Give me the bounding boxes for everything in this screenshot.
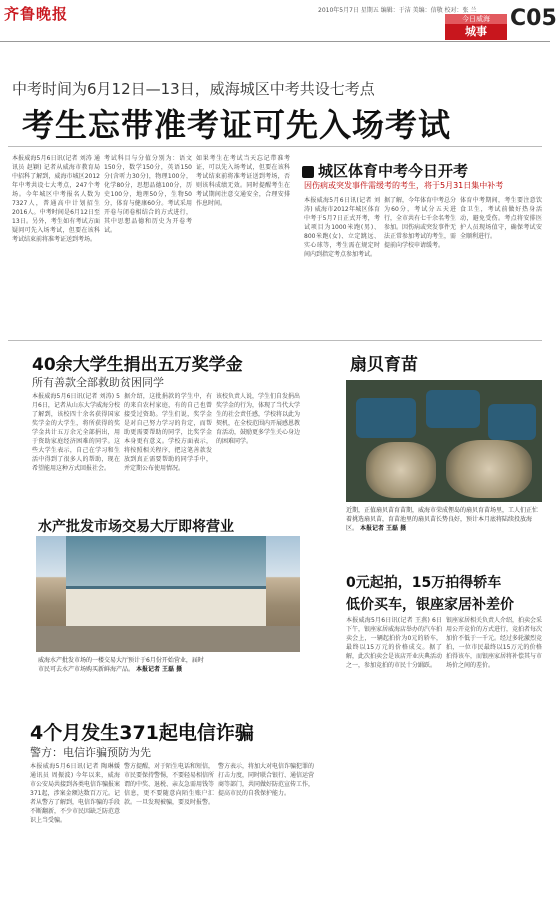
market-building-photo (36, 536, 300, 652)
scallop-pile (366, 442, 436, 498)
lead-body-col-2: 考试科目与分值分别为：语文150分，数学150分，英语150分(含听力30分)，物理100分，化学80分，思想品德100分，历史100分，地理50分，生物50分，体育与健康60分。考试采用开卷与闭卷相结合的方式进行，其中思想品德和历史为开卷考试。 (104, 155, 192, 234)
lead-deck: 中考时间为6月12日—13日，威海城区中考共设七考点 (12, 80, 375, 98)
scholarship-body-col-2: 据介绍，这批捐款的学生中，有的来自农村家庭，有的自己也曾接受过资助。学生们说，奖学金是对自己努力学习的肯定，而帮助更需要帮助的同学，比奖学金本身更有意义。学校方面表示，将按照相关程序，把这笔善款发放到真正需要帮助的同学手中，并定期公布使用情况。 (124, 393, 212, 472)
newspaper-logo: 齐鲁晚报 (4, 5, 69, 23)
fraud-body-col-2: 警方提醒，对于陌生电话和短信，市民要保持警惕，不要轻易相信所谓的中奖、退税、亲友急需用钱等信息，更不要随意向陌生账户汇款。一旦发现被骗，要及时报警。 (124, 763, 215, 806)
scallop-caption (346, 506, 542, 533)
sports-body-col-3: 体育中考期间，考生要注意饮食卫生，考试前做好热身活动，避免受伤。考点将安排医护人员现场值守，确保考试安全顺利进行。 (460, 197, 542, 240)
section-badge (445, 14, 507, 40)
scallop-title: 扇贝育苗 (350, 355, 418, 375)
divider (8, 340, 542, 341)
divider (8, 146, 542, 147)
auction-body-col-2: 银座家居相关负责人介绍，拍卖会采用公开竞价的方式进行，竞拍者每次加价不低于一千元。经过多轮激烈竞拍，一位市民最终以15万元的价格拍得该车，而银座家居将补偿其与市场价之间的差价。 (446, 617, 543, 669)
page-number: C05 (510, 6, 557, 31)
scallop-byline: 本报记者 王磊 摄 (359, 525, 407, 532)
basket (488, 404, 536, 440)
scholarship-body-col-1: 本报威海5月6日讯(记者 刘涛) 5月6日，记者从山东大学威海分校了解到，该校四十余名获得国家奖学金的大学生，将所获得的奖学金共计五万余元全部捐出，用于资助家庭经济困难的同学。这些大学生表示，自己在学习和生活中得到了很多人的帮助，现在希望能用这种方式回报社会。 (32, 393, 120, 472)
auction-title: 0元起拍，15万拍得轿车 (346, 575, 502, 591)
lead-headline: 考生忘带准考证可先入场考试 (22, 106, 452, 144)
scholarship-title: 40余大学生捐出五万奖学金 (32, 355, 243, 375)
scallop-farm-photo (346, 380, 542, 502)
fraud-body-col-1: 本报威海5月6日讯(记者 陶琳媛 通讯员 周振波) 今年以来，威海市公安局共接到各类电信诈骗报案371起，涉案金额达数百万元。记者从警方了解到，电信诈骗的手段不断翻新，不少市民因缺乏防范意识上当受骗。 (30, 763, 121, 824)
section-top-label: 今日威海 (445, 14, 507, 24)
sports-body-col-2: 据了解，今年体育中考总分为60分，考试分五天进行，全市共有七千余名考生参加。因伤病或突发事件无法正常参加考试的考生，需提前向学校申请缓考。 (384, 197, 457, 249)
scallop-caption-text: 近期，正值扇贝苗育苗期，威海市荣成俚岛的扇贝育苗场里，工人们正忙着挑选扇贝苗，育苗池里的扇贝苗长势良好，预计本月底将陆续投放海区。 (346, 507, 539, 532)
fraud-title: 4个月发生371起电信诈骗 (30, 722, 254, 744)
masthead (0, 0, 557, 42)
scholarship-deck: 所有善款全部救助贫困同学 (32, 376, 164, 389)
fraud-body-col-3: 警方表示，将加大对电信诈骗犯罪的打击力度，同时联合银行、通信运营商等部门，共同做好防范宣传工作，提高市民的自我保护能力。 (218, 763, 315, 797)
sports-deck: 因伤病或突发事件需缓考的考生，将于5月31日集中补考 (304, 181, 504, 190)
market-ground (36, 626, 300, 652)
auction-body-col-1: 本报威海5月6日讯(记者 王燕) 6日下午，银座家居威海店举办的汽车拍卖会上，一辆起拍价为0元的轿车，最终以15万元的价格成交。据了解，此次拍卖会是该店开业庆典活动之一，参加竞拍的市民十分踊跃。 (346, 617, 443, 669)
fraud-deck: 警方：电信诈骗预防为先 (30, 746, 151, 759)
date-meta: 2010年5月7日 星期五 编辑：于洁 美编：信敬 校对：张 兰 (318, 7, 477, 14)
auction-subtitle: 低价买车，银座家居补差价 (346, 597, 514, 613)
section-label: 城事 (465, 25, 487, 38)
market-roof (66, 536, 266, 586)
scallop-pile (446, 440, 532, 498)
lead-body-col-3: 如果考生在考试当天忘记带准考证，可以先入场考试，但要在该科考试结束前将准考证送到考场，否则该科成绩无效。同时提醒考生在考试期间注意交通安全，合理安排作息时间。 (196, 155, 290, 207)
basket (356, 398, 416, 438)
market-caption-text: 威海水产批发市场的一楼交易大厅预计于6月份开始营业，届时市民可去水产市场购买新鲜海产品。 (38, 657, 204, 673)
market-wall (66, 586, 266, 626)
sports-title (302, 160, 468, 181)
scholarship-body-col-3: 该校负责人说，学生们自发捐出奖学金的行为，体现了当代大学生的社会责任感，学校将以此为契机，在全校范围内开展感恩教育活动，鼓励更多学生关心身边的困难同学。 (216, 393, 301, 445)
sports-body-col-1: 本报威海5月6日讯(记者 刘涛) 威海市2012年城区体育中考于5月7日正式开考，考试项目为1000米跑(男)、800米跑(女)、立定跳远、实心球等，考生需在规定时间内到指定考点参加考试。 (304, 197, 380, 258)
market-byline: 本报记者 王磊 摄 (135, 666, 183, 673)
market-title: 水产批发市场交易大厅即将营业 (38, 519, 234, 535)
basket (426, 390, 480, 428)
lead-body-col-1: 本报威海5月6日讯(记者 刘涛 通讯员 赵颖) 记者从威海市教育局中招科了解到，威海市城区2012年中考共设七大考点，247个考场。今年城区中考报名人数为7327人，普通高中计划招生2016人。中考时间是6月12日至13日。另外，考生如有考试方面疑问可先入场考试，但要在该科考试结束前将准考证送到考场。 (12, 155, 100, 243)
sports-title-text: 城区体育中考今日开考 (318, 162, 469, 180)
square-bullet-icon (302, 166, 314, 178)
market-caption (38, 656, 208, 674)
